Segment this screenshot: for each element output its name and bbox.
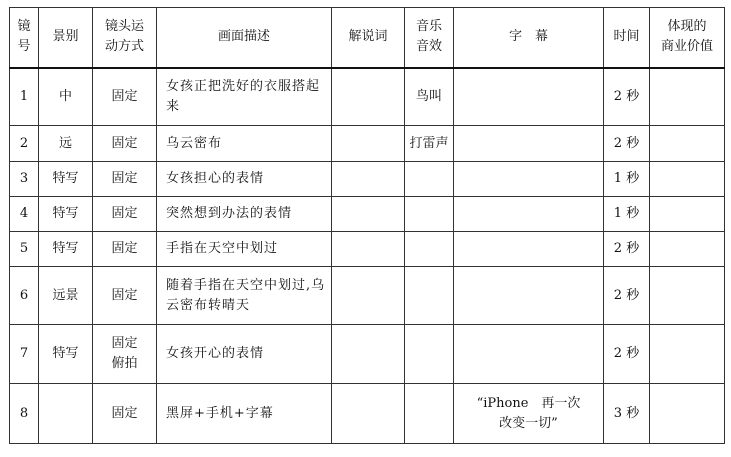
cell-music: 打雷声 — [405, 126, 454, 162]
header-description: 画面描述 — [157, 8, 332, 68]
cell-narration — [332, 162, 405, 197]
cell-camera-move: 固定 — [93, 162, 157, 197]
table-row — [10, 68, 725, 126]
cell-narration — [332, 197, 405, 232]
cell-narration — [332, 325, 405, 384]
cell-music — [405, 197, 454, 232]
cell-music — [405, 384, 454, 444]
cell-camera-move: 固定 — [93, 384, 157, 444]
cell-shot-no: 2 — [10, 126, 39, 162]
cell-scale: 中 — [39, 68, 93, 126]
cell-camera-move: 固定 — [93, 232, 157, 267]
cell-time: 2 秒 — [604, 68, 650, 126]
cell-shot-no: 5 — [10, 232, 39, 267]
cell-subtitle — [454, 232, 604, 267]
header-subtitle: 字 幕 — [454, 8, 604, 68]
cell-shot-no: 3 — [10, 162, 39, 197]
table-row — [10, 126, 725, 162]
cell-music — [405, 162, 454, 197]
header-narration: 解说词 — [332, 8, 405, 68]
cell-value — [650, 384, 725, 444]
cell-description: 女孩开心的表情 — [157, 325, 332, 384]
table-row — [10, 267, 725, 325]
header-camera-move: 镜头运 动方式 — [93, 8, 157, 68]
cell-shot-no: 7 — [10, 325, 39, 384]
cell-value — [650, 162, 725, 197]
cell-scale — [39, 384, 93, 444]
cell-subtitle — [454, 68, 604, 126]
cell-subtitle — [454, 267, 604, 325]
cell-value — [650, 267, 725, 325]
cell-music: 鸟叫 — [405, 68, 454, 126]
cell-music — [405, 267, 454, 325]
cell-camera-move: 固定 俯拍 — [93, 325, 157, 384]
cell-scale: 特写 — [39, 162, 93, 197]
table-row — [10, 325, 725, 384]
cell-scale: 特写 — [39, 325, 93, 384]
cell-value — [650, 232, 725, 267]
cell-music — [405, 232, 454, 267]
cell-subtitle — [454, 162, 604, 197]
cell-camera-move: 固定 — [93, 197, 157, 232]
cell-time: 2 秒 — [604, 325, 650, 384]
cell-narration — [332, 232, 405, 267]
cell-narration — [332, 68, 405, 126]
cell-time: 2 秒 — [604, 232, 650, 267]
cell-description: 手指在天空中划过 — [157, 232, 332, 267]
table-row — [10, 384, 725, 444]
cell-narration — [332, 126, 405, 162]
cell-scale: 远景 — [39, 267, 93, 325]
cell-camera-move: 固定 — [93, 126, 157, 162]
cell-description: 女孩担心的表情 — [157, 162, 332, 197]
cell-scale: 远 — [39, 126, 93, 162]
cell-music — [405, 325, 454, 384]
cell-description: 黑屏+手机+字幕 — [157, 384, 332, 444]
cell-value — [650, 197, 725, 232]
cell-subtitle: “iPhone 再一次 改变一切” — [454, 384, 604, 444]
header-time: 时间 — [604, 8, 650, 68]
cell-description: 女孩正把洗好的衣服搭起来 — [157, 68, 332, 126]
cell-shot-no: 8 — [10, 384, 39, 444]
cell-description: 突然想到办法的表情 — [157, 197, 332, 232]
cell-time: 1 秒 — [604, 162, 650, 197]
cell-subtitle — [454, 197, 604, 232]
cell-subtitle — [454, 325, 604, 384]
cell-shot-no: 4 — [10, 197, 39, 232]
cell-narration — [332, 384, 405, 444]
cell-narration — [332, 267, 405, 325]
cell-time: 3 秒 — [604, 384, 650, 444]
cell-shot-no: 6 — [10, 267, 39, 325]
storyboard-table — [9, 7, 725, 444]
cell-time: 2 秒 — [604, 126, 650, 162]
cell-camera-move: 固定 — [93, 68, 157, 126]
cell-scale: 特写 — [39, 197, 93, 232]
cell-description: 随着手指在天空中划过,乌云密布转晴天 — [157, 267, 332, 325]
cell-time: 1 秒 — [604, 197, 650, 232]
cell-value — [650, 325, 725, 384]
header-shot-no: 镜 号 — [10, 8, 39, 68]
table-row — [10, 232, 725, 267]
header-value: 体现的 商业价值 — [650, 8, 725, 68]
cell-time: 2 秒 — [604, 267, 650, 325]
cell-camera-move: 固定 — [93, 267, 157, 325]
cell-subtitle — [454, 126, 604, 162]
header-scale: 景别 — [39, 8, 93, 68]
cell-scale: 特写 — [39, 232, 93, 267]
cell-shot-no: 1 — [10, 68, 39, 126]
table-row — [10, 197, 725, 232]
cell-description: 乌云密布 — [157, 126, 332, 162]
cell-value — [650, 126, 725, 162]
cell-value — [650, 68, 725, 126]
table-row — [10, 162, 725, 197]
header-row — [10, 8, 725, 68]
header-music: 音乐 音效 — [405, 8, 454, 68]
